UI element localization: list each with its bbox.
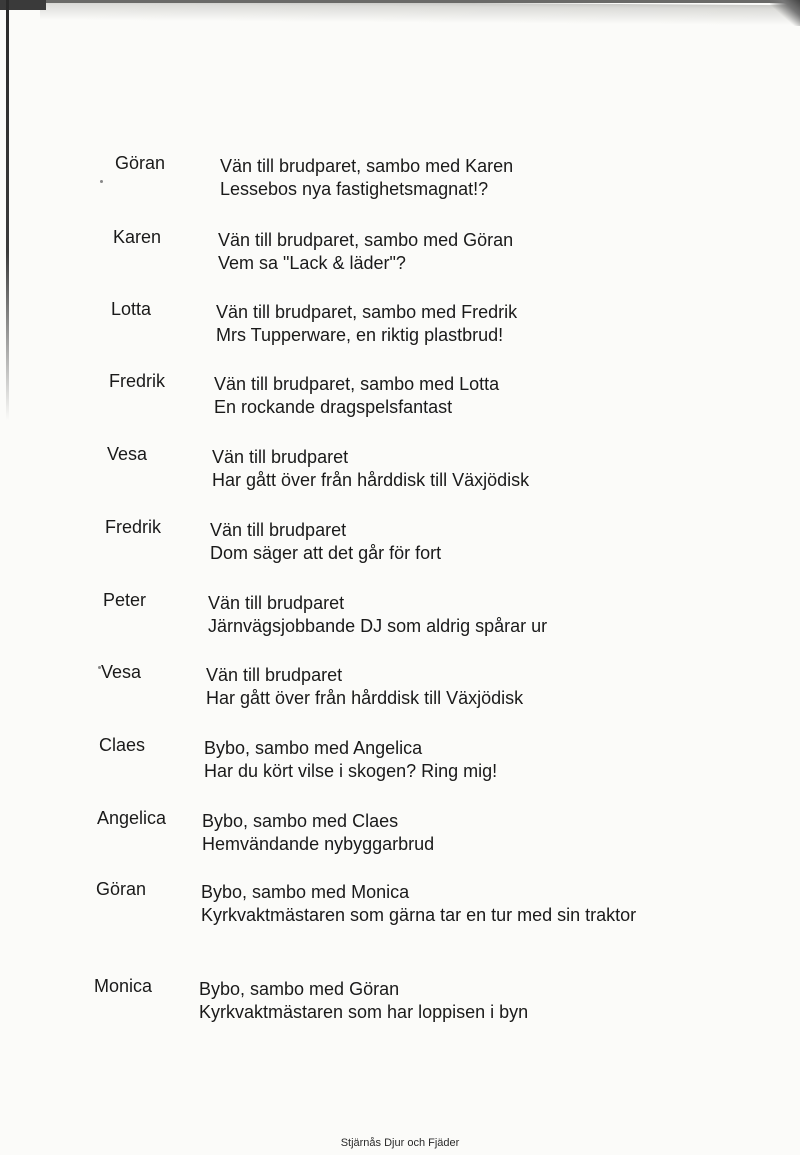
guest-description	[220, 155, 665, 201]
guest-relation: Vän till brudparet	[212, 447, 349, 467]
guest-tagline: Dom säger att det går för fort	[210, 543, 442, 563]
guest-name: Göran	[115, 153, 166, 173]
guest-description	[204, 737, 649, 783]
guest-description	[201, 881, 646, 927]
guest-relation: Vän till brudparet, sambo med Fredrik	[216, 302, 518, 322]
guest-description	[210, 519, 655, 565]
guest-name: Vesa	[101, 662, 142, 682]
guest-relation: Vän till brudparet	[210, 520, 347, 540]
guest-tagline: Har gått över från hårddisk till Växjödisk	[206, 688, 524, 708]
guest-description	[208, 592, 653, 638]
guest-name: Karen	[113, 227, 162, 247]
guest-relation: Bybo, sambo med Göran	[199, 979, 400, 999]
guest-description	[218, 229, 663, 275]
guest-tagline: Kyrkvaktmästaren som gärna tar en tur med sin traktor	[201, 905, 637, 925]
guest-name: Lotta	[111, 299, 152, 319]
guest-tagline: En rockande dragspelsfantast	[214, 397, 453, 417]
guest-relation: Vän till brudparet, sambo med Lotta	[214, 374, 500, 394]
guest-relation: Bybo, sambo med Angelica	[204, 738, 423, 758]
guest-description	[216, 301, 661, 347]
guest-tagline: Har du kört vilse i skogen? Ring mig!	[204, 761, 498, 781]
guest-relation: Bybo, sambo med Monica	[201, 882, 410, 902]
guest-description	[199, 978, 644, 1024]
guest-description	[212, 446, 657, 492]
guest-name: Fredrik	[105, 517, 162, 537]
guest-relation: Vän till brudparet	[208, 593, 345, 613]
guest-relation: Vän till brudparet, sambo med Göran	[218, 230, 514, 250]
guest-name: Monica	[94, 976, 153, 996]
guest-description	[202, 810, 647, 856]
guest-relation: Bybo, sambo med Claes	[202, 811, 399, 831]
guest-name: Göran	[96, 879, 147, 899]
guest-tagline: Kyrkvaktmästaren som har loppisen i byn	[199, 1002, 529, 1022]
guest-name: Peter	[103, 590, 147, 610]
guest-name: Angelica	[97, 808, 167, 828]
guest-tagline: Lessebos nya fastighetsmagnat!?	[220, 179, 489, 199]
guest-description	[214, 373, 659, 419]
guest-relation: Vän till brudparet, sambo med Karen	[220, 156, 514, 176]
guest-tagline: Järnvägsjobbande DJ som aldrig spårar ur	[208, 616, 548, 636]
guest-description	[206, 664, 651, 710]
guest-tagline: Hemvändande nybyggarbrud	[202, 834, 435, 854]
guest-tagline: Vem sa "Lack & läder"?	[218, 253, 406, 273]
guest-tagline: Mrs Tupperware, en riktig plastbrud!	[216, 325, 504, 345]
guest-tagline: Har gått över från hårddisk till Växjödisk	[212, 470, 530, 490]
guest-name: Claes	[99, 735, 146, 755]
page-footer: Stjärnås Djur och Fjäder	[340, 1137, 460, 1149]
guest-relation: Vän till brudparet	[206, 665, 343, 685]
guest-name: Fredrik	[109, 371, 166, 391]
guest-name: Vesa	[107, 444, 148, 464]
